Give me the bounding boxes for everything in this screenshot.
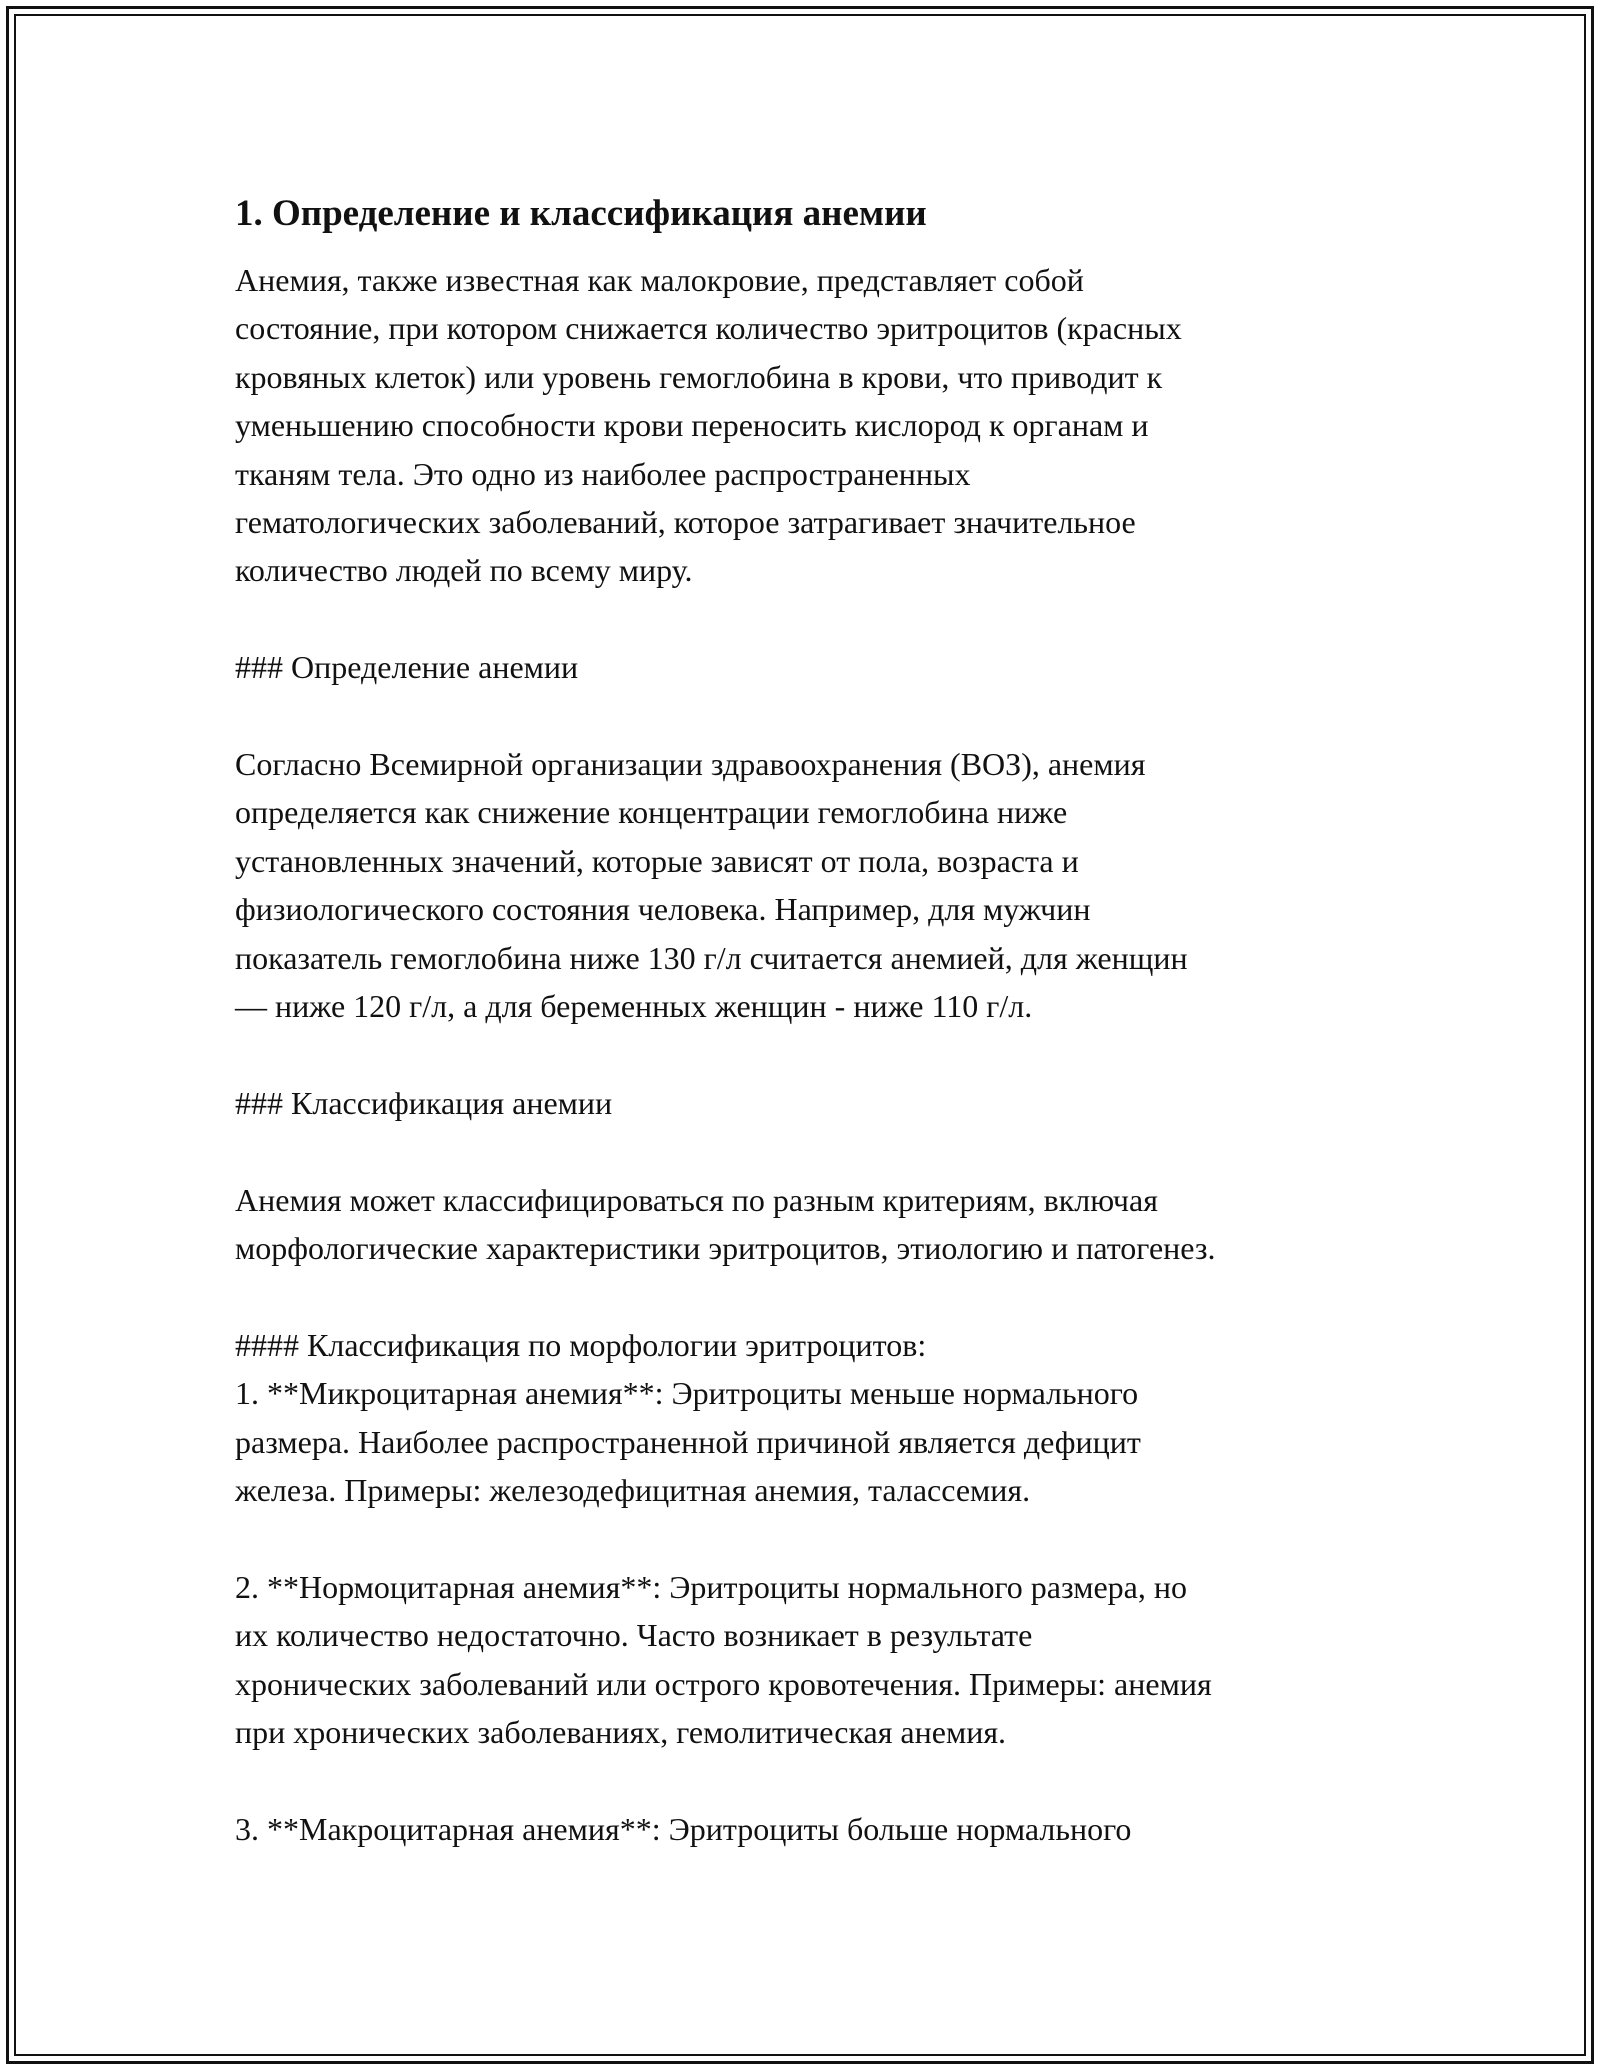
section-heading-definition: ### Определение анемии bbox=[235, 649, 579, 686]
morphology-list-item-2: 2. **Нормоцитарная анемия**: Эритроциты нормального размера, но их количество недостаточно. Часто возникает в результате хронических заболеваний или острого кровотечения. Примеры: анемия при хронических заболеваниях, гемолитическая анемия. bbox=[235, 1568, 1212, 1751]
paragraph-spacer bbox=[235, 1514, 1365, 1562]
paragraph-spacer bbox=[235, 1272, 1365, 1320]
morphology-list-item-1: #### Классификация по морфологии эритроцитов: 1. **Микроцитарная анемия**: Эритроциты меньше нормального размера. Наиболее распространенной причиной является дефицит железа. Примеры: железодефицитная анемия, талассемия. bbox=[235, 1326, 1141, 1509]
paragraph-spacer bbox=[235, 595, 1365, 643]
paragraph-spacer bbox=[235, 1127, 1365, 1175]
paragraph-spacer bbox=[235, 1030, 1365, 1078]
paragraph-spacer bbox=[235, 692, 1365, 740]
document-title: 1. Определение и классификация анемии bbox=[235, 193, 927, 234]
morphology-list-item-3: 3. **Макроцитарная анемия**: Эритроциты больше нормального bbox=[235, 1810, 1132, 1847]
paragraph-spacer bbox=[235, 1757, 1365, 1805]
definition-paragraph: Согласно Всемирной организации здравоохранения (ВОЗ), анемия определяется как снижение концентрации гемоглобина ниже установленных значений, которые зависят от пола, возраста и физиологического состояния человека. Например, для мужчин показатель гемоглобина ниже 130 г/л считается анемией, для женщин — ниже 120 г/л, а для беременных женщин - ниже 110 г/л. bbox=[235, 746, 1188, 1025]
intro-paragraph: Анемия, также известная как малокровие, представляет собой состояние, при котором снижается количество эритроцитов (красных кровяных клеток) или уровень гемоглобина в крови, что приводит к уменьшению способности крови переносить кислород к органам и тканям тела. Это одно из наиболее распространенных гематологических заболеваний, которое затрагивает значительное количество людей по всему миру. bbox=[235, 262, 1182, 589]
section-heading-classification: ### Классификация анемии bbox=[235, 1084, 613, 1121]
document-body bbox=[235, 186, 1365, 1853]
classification-paragraph: Анемия может классифицироваться по разным критериям, включая морфологические характеристики эритроцитов, этиологию и патогенез. bbox=[235, 1181, 1216, 1267]
